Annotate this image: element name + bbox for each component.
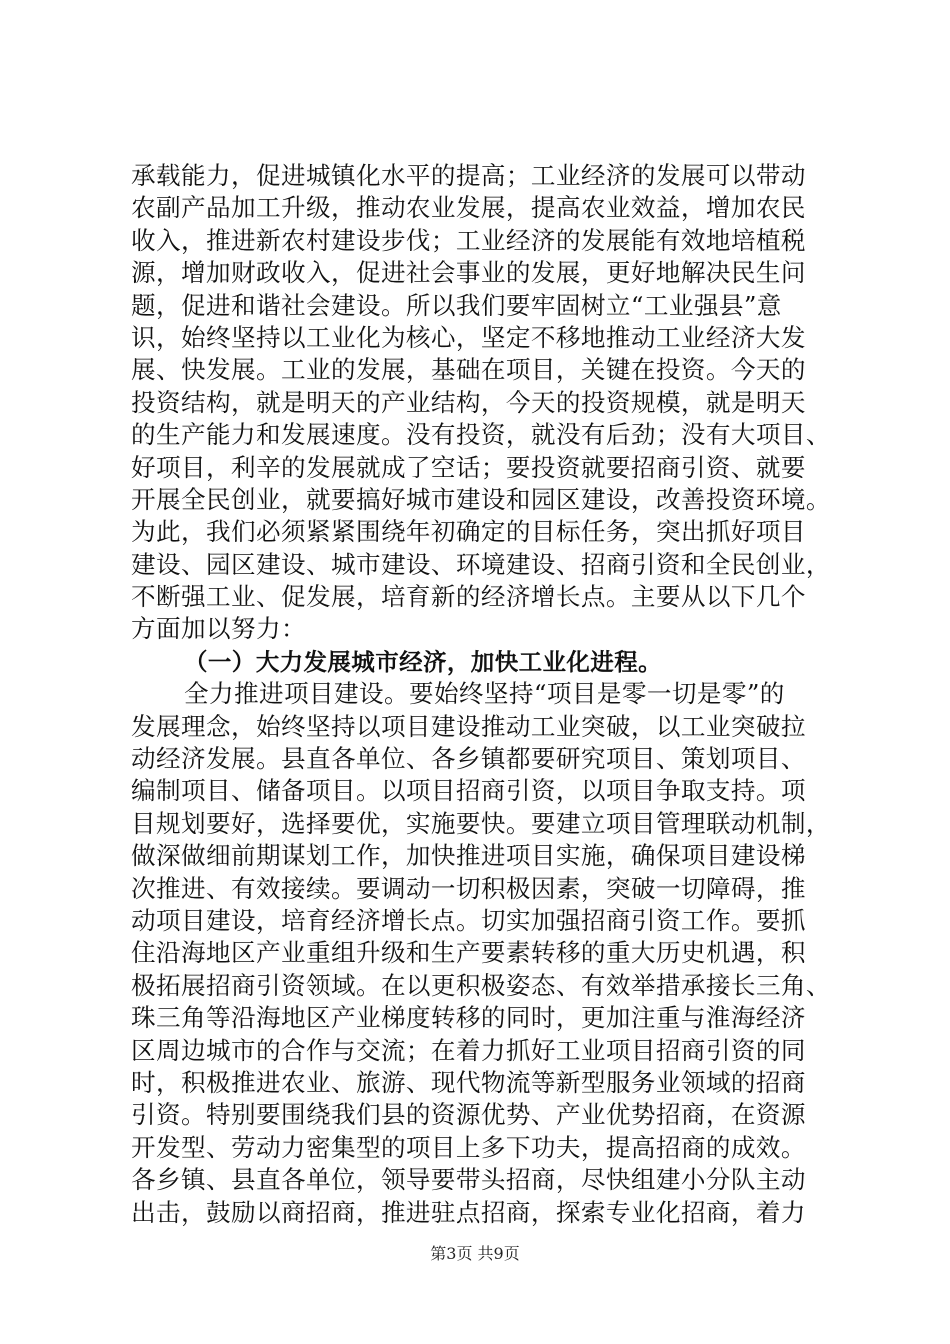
text-line: 做深做细前期谋划工作，加快推进项目实施，确保项目建设梯 [131, 841, 806, 871]
text-line: 源，增加财政收入，促进社会事业的发展，更好地解决民生问 [131, 258, 806, 288]
text-line: 为此，我们必须紧紧围绕年初确定的目标任务，突出抓好项目 [131, 517, 806, 547]
text-line: 的生产能力和发展速度。没有投资，就没有后劲；没有大项目、 [131, 420, 831, 450]
text-line: 农副产品加工升级，推动农业发展，提高农业效益，增加农民 [131, 193, 806, 223]
body-text [131, 160, 831, 1229]
text-line: 区周边城市的合作与交流；在着力抓好工业项目招商引资的同 [131, 1035, 806, 1065]
section-heading: （一）大力发展城市经济，加快工业化进程。 [184, 647, 662, 676]
text-line: 投资结构，就是明天的产业结构，今天的投资规模，就是明天 [131, 387, 806, 417]
text-line: 开展全民创业，就要搞好城市建设和园区建设，改善投资环境。 [131, 484, 831, 514]
page-number: 第3页 共9页 [430, 1244, 520, 1263]
text-line: 发展理念，始终坚持以项目建设推动工业突破，以工业突破拉 [131, 711, 806, 741]
text-line: 目规划要好，选择要优，实施要快。要建立项目管理联动机制， [131, 808, 831, 838]
text-line: 好项目，利辛的发展就成了空话；要投资就要招商引资、就要 [131, 452, 806, 482]
text-line: 极拓展招商引资领域。在以更积极姿态、有效举措承接长三角、 [131, 970, 831, 1000]
paragraph-first-line: 全力推进项目建设。要始终坚持“项目是零一切是零”的 [184, 679, 785, 709]
text-line: 收入，推进新农村建设步伐；工业经济的发展能有效地培植税 [131, 225, 806, 255]
text-line: 展、快发展。工业的发展，基础在项目，关键在投资。今天的 [131, 355, 806, 385]
text-line: 引资。特别要围绕我们县的资源优势、产业优势招商，在资源 [131, 1100, 806, 1130]
text-line: 承载能力，促进城镇化水平的提高；工业经济的发展可以带动 [131, 161, 806, 190]
text-line: 住沿海地区产业重组升级和生产要素转移的重大历史机遇，积 [131, 938, 806, 968]
text-line: 出击，鼓励以商招商，推进驻点招商，探索专业化招商，着力 [131, 1197, 806, 1227]
page-footer [0, 1243, 950, 1265]
text-line: 编制项目、储备项目。以项目招商引资，以项目争取支持。项 [131, 776, 806, 806]
text-line: 次推进、有效接续。要调动一切积极因素，突破一切障碍，推 [131, 873, 806, 903]
text-line: 方面加以努力： [131, 614, 306, 644]
text-line: 珠三角等沿海地区产业梯度转移的同时，更加注重与淮海经济 [131, 1003, 806, 1033]
text-line: 不断强工业、促发展，培育新的经济增长点。主要从以下几个 [131, 582, 806, 612]
text-line: 时，积极推进农业、旅游、现代物流等新型服务业领域的招商 [131, 1067, 806, 1097]
text-line: 动经济发展。县直各单位、各乡镇都要研究项目、策划项目、 [131, 744, 806, 774]
text-line: 开发型、劳动力密集型的项目上多下功夫，提高招商的成效。 [131, 1132, 806, 1162]
text-line: 题，促进和谐社会建设。所以我们要牢固树立“工业强县”意 [131, 290, 782, 320]
text-line: 各乡镇、县直各单位，领导要带头招商，尽快组建小分队主动 [131, 1165, 806, 1195]
text-line: 建设、园区建设、城市建设、环境建设、招商引资和全民创业， [131, 549, 831, 579]
text-line: 识，始终坚持以工业化为核心，坚定不移地推动工业经济大发 [131, 322, 806, 352]
text-line: 动项目建设，培育经济增长点。切实加强招商引资工作。要抓 [131, 905, 806, 935]
